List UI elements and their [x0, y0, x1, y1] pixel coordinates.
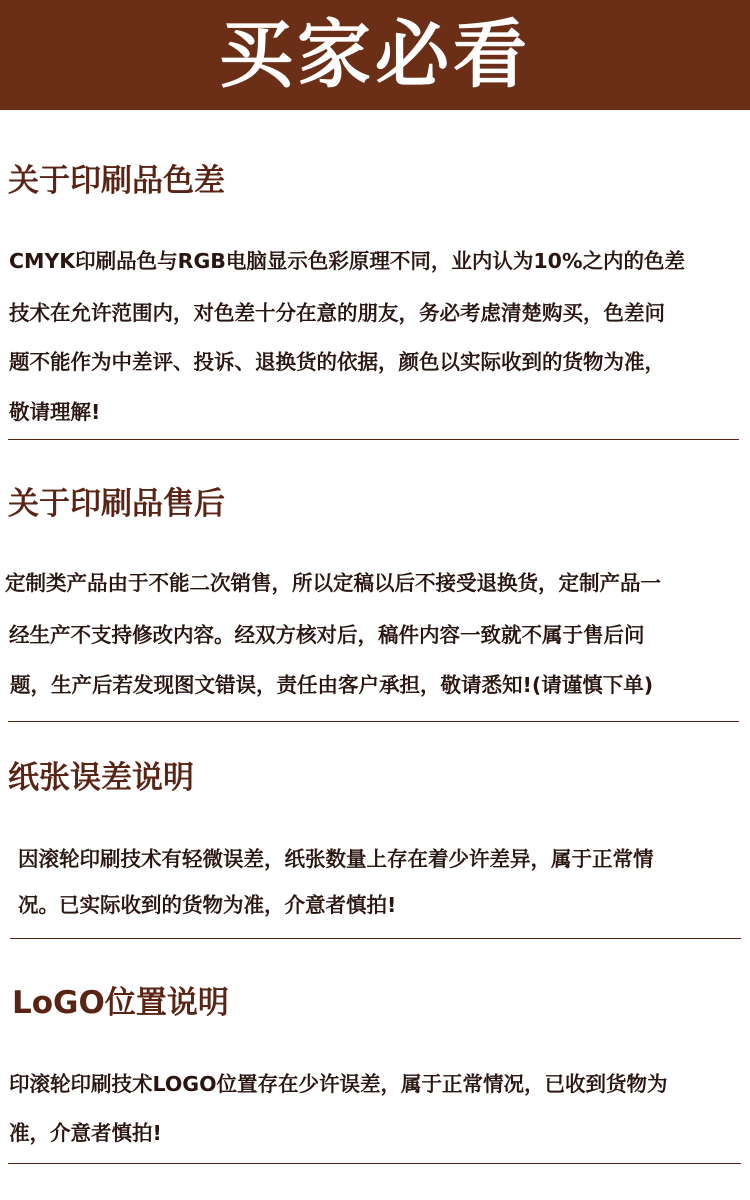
- section-divider: [10, 938, 741, 939]
- paragraph-line: 况。已实际收到的货物为准，介意者慎拍!: [18, 893, 397, 917]
- section-divider: [8, 439, 739, 440]
- section-heading-paper-error: 纸张误差说明: [8, 760, 194, 796]
- paragraph-line: 因滚轮印刷技术有轻微误差，纸张数量上存在着少许差异，属于正常情: [18, 847, 654, 871]
- paragraph-line: 定制类产品由于不能二次销售，所以定稿以后不接受退换货，定制产品一: [5, 571, 661, 595]
- paragraph-line: 经生产不支持修改内容。经双方核对后，稿件内容一致就不属于售后问: [9, 623, 645, 647]
- section-heading-logo-position: LoGO位置说明: [12, 985, 229, 1021]
- paragraph-line: 技术在允许范围内，对色差十分在意的朋友，务必考虑清楚购买，色差问: [9, 301, 665, 325]
- paragraph-line: 题不能作为中差评、投诉、退换货的依据，颜色以实际收到的货物为准，: [9, 350, 665, 374]
- paragraph-line: 印滚轮印刷技术LOGO位置存在少许误差，属于正常情况，已收到货物为: [9, 1072, 668, 1096]
- page-title: 买家必看: [219, 12, 531, 98]
- paragraph-line: CMYK印刷品色与RGB电脑显示色彩原理不同，业内认为10%之内的色差: [9, 249, 685, 273]
- section-divider: [8, 721, 739, 722]
- paragraph-line: 题，生产后若发现图文错误，责任由客户承担，敬请悉知!(请谨慎下单): [10, 673, 654, 697]
- paragraph-line: 准，介意者慎拍!: [9, 1121, 162, 1145]
- paragraph-line: 敬请理解!: [9, 400, 101, 424]
- section-heading-color-difference: 关于印刷品色差: [8, 163, 225, 199]
- section-heading-after-sales: 关于印刷品售后: [8, 486, 225, 522]
- section-divider: [8, 1163, 741, 1164]
